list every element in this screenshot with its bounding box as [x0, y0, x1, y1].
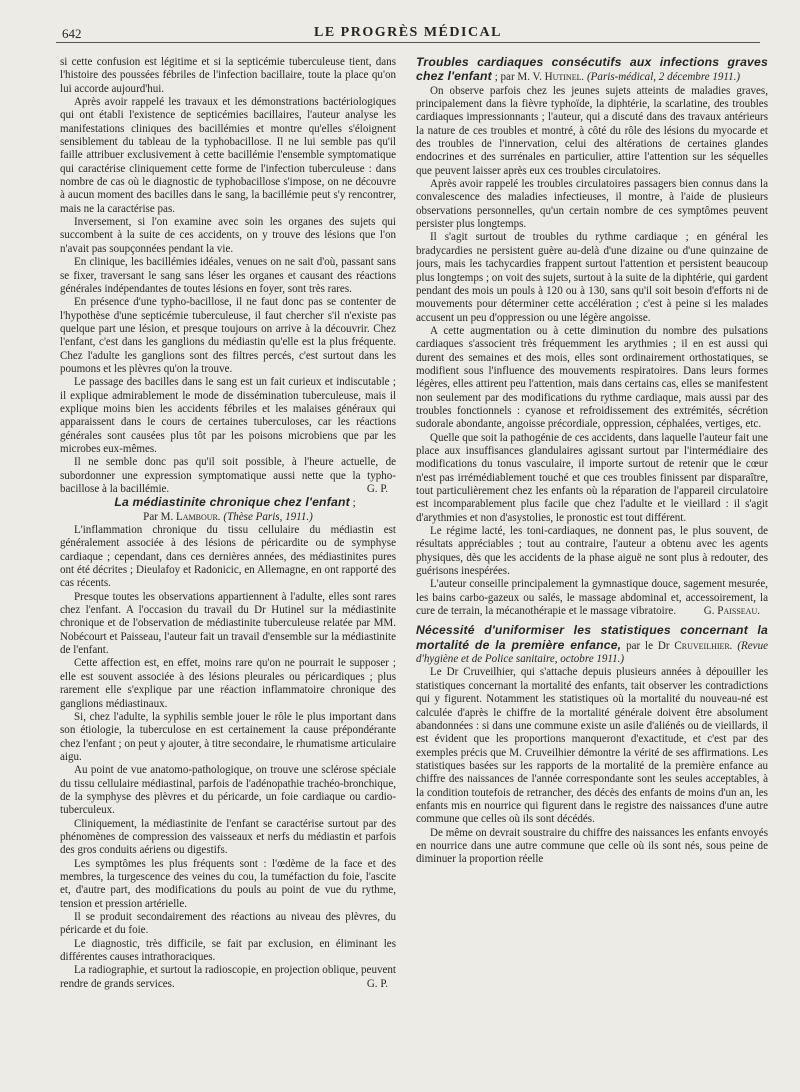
signature: G. P.	[366, 483, 388, 495]
paragraph: Il se produit secondairement des réactions au niveau des plèvres, du péricarde et du foie.	[60, 911, 396, 937]
article-heading	[60, 496, 396, 524]
paragraph: En présence d'une typho-bacillose, il ne faut donc pas se contenter de l'hypothèse d'une septicémie tuberculeuse, il faut chercher s'il n'existe pas quelque part une lésion, et presque toujours on arrive à la découvrir. Chez l'enfant, c'est dans les ganglions du médiastin qu'elle est la plus fréquente. Chez l'adulte les ganglions sont des filtres percés, c'est surtout dans les poumons et les plèvres qu'on la trouve.	[60, 296, 396, 375]
article-title: Troubles cardiaques consécutifs aux infections graves chez l'enfant	[416, 56, 768, 84]
signature: G. Paisseau.	[703, 605, 760, 618]
article-heading	[416, 624, 768, 666]
byline-prefix: Par M.	[143, 510, 177, 523]
paragraph: Après avoir rappelé les troubles circulatoires passagers bien connus dans la convalescence des maladies infectieuses, il montre, à l'aide de plusieurs observations personnelles, qu'un certain nombre de ces symptômes peuvent persister plus longtemps.	[416, 178, 768, 231]
left-column	[60, 56, 396, 1086]
signature: G. P.	[366, 977, 388, 990]
paragraph: Quelle que soit la pathogénie de ces accidents, dans laquelle l'auteur fait une place aux insuffisances glandulaires agissant surtout par l'intermédiaire des modifications du tonus vasculaire, il importe surtout de retenir que le cœur n'est pas irrémédiablement touché et que ces troubles finissent par disparaître, tout particulièrement chez les enfants où la réparation de l'appareil circulatoire est incomparablement plus facile que chez l'adulte et le vieillard : il s'agit d'arythmies et non d'asystolies, le pronostic est tout différent.	[416, 431, 768, 524]
paragraph: Cliniquement, la médiastinite de l'enfant se caractérise surtout par des phénomènes de compression des vaisseaux et nerfs du médiastin et parfois des gros conduits aériens ou digestifs.	[60, 817, 396, 857]
title-punctuation: ;	[349, 497, 356, 510]
paragraph-text: La radiographie, et surtout la radioscopie, en projection oblique, peuvent rendre de grands services.	[60, 964, 396, 990]
source-citation: . (Thèse Paris, 1911.)	[217, 510, 313, 523]
paragraph	[416, 578, 768, 618]
paragraph: De même on devrait soustraire du chiffre des naissances les enfants envoyés en nourrice dans une autre commune que celle où ils sont nés, sous peine de diminuer la proportion réelle	[416, 826, 768, 866]
paragraph: Cette affection est, en effet, moins rare qu'on ne pourrait le supposer ; elle est souvent associée à des lésions pleurales ou péricardiques ; plus rarement elle s'explique par une réaction inflammatoire chronique des ganglions médiastinaux.	[60, 657, 396, 710]
byline-prefix: ; par M. V.	[491, 71, 545, 84]
paragraph: On observe parfois chez les jeunes sujets atteints de maladies graves, principalement dans la fièvre typhoïde, la diphtérie, la scarlatine, des troubles cardiaques impressionnants ; l'auteur, qui a discuté dans des travaux antérieurs la nature de ces troubles et montré, à côté du rôle des lésions du myocarde et des troubles de l'innervation, celui des altérations de certaines glandes endocrines et des surrénales en particulier, attire l'attention sur les séquelles que peuvent laisser après eux ces troubles circulatoires.	[416, 84, 768, 177]
source-citation: . (Paris-médical, 2 décembre 1911.)	[581, 71, 741, 84]
byline-prefix: par le Dr	[621, 639, 675, 652]
author-name: Cruveilhier	[674, 639, 730, 652]
paragraph: Le Dr Cruveilhier, qui s'attache depuis plusieurs années à dépouiller les statistiques concernant la mortalité des enfants, tait observer les contradictions qui y figurent. Notamment les statistiques où la mortalité du nouveau-né est calculée d'après le chiffre de la mortalité générale doivent être absolument abandonnées : si dans une commune existe un asile d'aliénés ou de vieillards, il est évident que les proportions manqueront d'exactitude, et c'est par des exemples précis que M. Cruveilhier démontre la vérité de ses affirmations. Les statistiques basées sur les rapports de la mortalité de la première enfance au chiffre des naissances de l'année correspondante sont les seules acceptables, à la condition toutefois de retrancher, des décès des enfants de moins d'un an, les enfants mis en nourrice qui figurent dans le registre des naissances d'une autre commune que celles où ils sont décédés.	[416, 666, 768, 826]
paragraph: Si, chez l'adulte, la syphilis semble jouer le rôle le plus important dans son étiologie, la tuberculose en est certainement la cause prépondérante chez l'enfant ; on peut y ajouter, à titre secondaire, le rhumatisme articulaire aigu.	[60, 710, 396, 763]
paragraph: En clinique, les bacillémies idéales, venues on ne sait d'où, passant sans se fixer, traversant le sang sans léser les organes et causant des réactions générales indépendantes de toutes lésions en foyer, sont très rares.	[60, 256, 396, 295]
paragraph-text: Il ne semble donc pas qu'il soit possible, à l'heure actuelle, de subordonner une expression symptomatique aussi nette que la typho-bacillose à la bacillémie.	[60, 456, 396, 495]
paragraph: si cette confusion est légitime et si la septicémie tuberculeuse tient, dans l'histoire des poussées fébriles de l'infection bacillaire, toute la place qu'on lui accorde aujourd'hui.	[60, 56, 396, 95]
paragraph: Inversement, si l'on examine avec soin les organes des sujets qui succombent à la suite de ces accidents, on y trouve des lésions que l'on n'avait pas soupçonnées pendant la vie.	[60, 216, 396, 255]
article-title: Nécessité d'uniformiser les statistiques concernant la mortalité de la première enfance,	[416, 623, 768, 652]
article-heading	[416, 56, 768, 85]
paragraph	[60, 964, 396, 991]
author-name: Hutinel	[544, 71, 582, 84]
paragraph: Le passage des bacilles dans le sang est un fait curieux et indiscutable ; il explique admirablement le mode de dissémination tuberculeuse, mais il explique moins bien les accidents fébriles et les malaises généraux qui apparaissent dans le cours de certaines tuberculoses, car les réactions générales sont causées plus tôt par les poisons microbiens que par les microbes eux-mêmes.	[60, 376, 396, 455]
paragraph: Presque toutes les observations appartiennent à l'adulte, elles sont rares chez l'enfant. A l'occasion du travail du Dr Hutinel sur la médiastinite chronique et de l'observation de médiastinite tuberculeuse relatée par MM. Nobécourt et Paisseau, l'auteur fait un travail d'ensemble sur la médiastinite de l'enfant.	[60, 590, 396, 657]
page-header	[56, 22, 760, 43]
source-citation: . (Revue d'hygiène et de Police sanitaire, octobre 1911.)	[416, 639, 768, 666]
author-name: Lambour	[176, 510, 218, 523]
paragraph: Le diagnostic, très difficile, se fait par exclusion, en éliminant les différentes causes intrathoraciques.	[60, 937, 396, 964]
paragraph: Au point de vue anatomo-pathologique, on trouve une sclérose spéciale du tissu cellulaire médiastinal, parfois de l'adénopathie trachéo-bronchique, de la symphyse des plèvres et du péricarde, un foie cardiaque ou cardio-tuberculeux.	[60, 764, 396, 817]
paragraph: A cette augmentation ou à cette diminution du nombre des pulsations cardiaques s'associent très fréquemment les arythmies ; il en est aussi qui durent des semaines et des mois, elles sont ordinairement orthostatiques, se modifient sous l'influence des mouvements respiratoires. Dans leurs formes légères, elles attirent peu l'attention, mais dans certains cas, elles se manifestent non seulement par des modifications du rythme cardiaque, mais aussi par des troubles fonctionnels : cyanose et refroidissement des extrémités, sécrétion sudorale abondante, angoisse précordiale, oppression, céphalées, vertiges, etc.	[416, 324, 768, 431]
paragraph	[60, 456, 396, 496]
paragraph: Les symptômes les plus fréquents sont : l'œdème de la face et des membres, la turgescence des veines du cou, la tuméfaction du foie, l'ascite et, d'autre part, des modifications du pouls au point de vue du rythme, tension et pression artérielle.	[60, 857, 396, 910]
article-title: La médiastinite chronique chez l'enfant	[114, 495, 350, 510]
right-column	[416, 56, 768, 1086]
paragraph: L'inflammation chronique du tissu cellulaire du médiastin est généralement associée à des lésions de péricardite ou de symphyse cardiaque ; cependant, dans ces dernières années, des médiastinites pures ont été décrites ; Dieulafoy et Radonicic, en Allemagne, en ont rapporté des cas récents.	[60, 524, 396, 590]
paragraph-text: L'auteur conseille principalement la gymnastique douce, sagement mesurée, les bains carbo-gazeux ou salés, le massage abdominal et, accessoirement, la cure de terrain, la mécanothérapie et le massage vibratoire.	[416, 578, 768, 618]
paragraph: Il s'agit surtout de troubles du rythme cardiaque ; en général les bradycardies ne persistent guère au-delà d'une dizaine ou d'une quinzaine de jours, mais les tachycardies frappent surtout l'attention et persistent beaucoup plus longtemps ; on voit des sujets, surtout à la suite de la diphtérie, qui gardent pendant des mois un pouls à 120 ou à 130, sans qu'il soit besoin d'efforts ni de mouvements pour déterminer cette accélération ; c'est à peine si les malades accusent un peu d'oppression ou une légère angoisse.	[416, 231, 768, 324]
paragraph: Après avoir rappelé les travaux et les démonstrations bactériologiques qui ont établi l'existence de septicémies bacillaires, l'auteur analyse les manifestations cliniques des bacillémies et montre qu'elles s'éloignent sensiblement du tableau de la typhobacillose. Il ne lui semble pas qu'il faille attribuer exclusivement à cette bacillémie l'ensemble symptomatique qui caractérise cliniquement cette forme de l'infection tuberculeuse : dans nombre de cas où le diagnostic de typhobacillose s'impose, on ne découvre à aucun moment des bacilles dans le sang, la bacillémie peut s'y rencontrer, mais ne la caractérise pas.	[60, 96, 396, 215]
paragraph: Le régime lacté, les toni-cardiaques, ne donnent pas, le plus souvent, de résultats appréciables ; tout au contraire, l'auteur a obtenu avec les agents physiques, dès que les accidents de la phase aiguë ne sont plus à redouter, des guérisons inespérées.	[416, 525, 768, 578]
running-title: LE PROGRÈS MÉDICAL	[313, 25, 503, 40]
page-number: 642	[62, 26, 82, 41]
